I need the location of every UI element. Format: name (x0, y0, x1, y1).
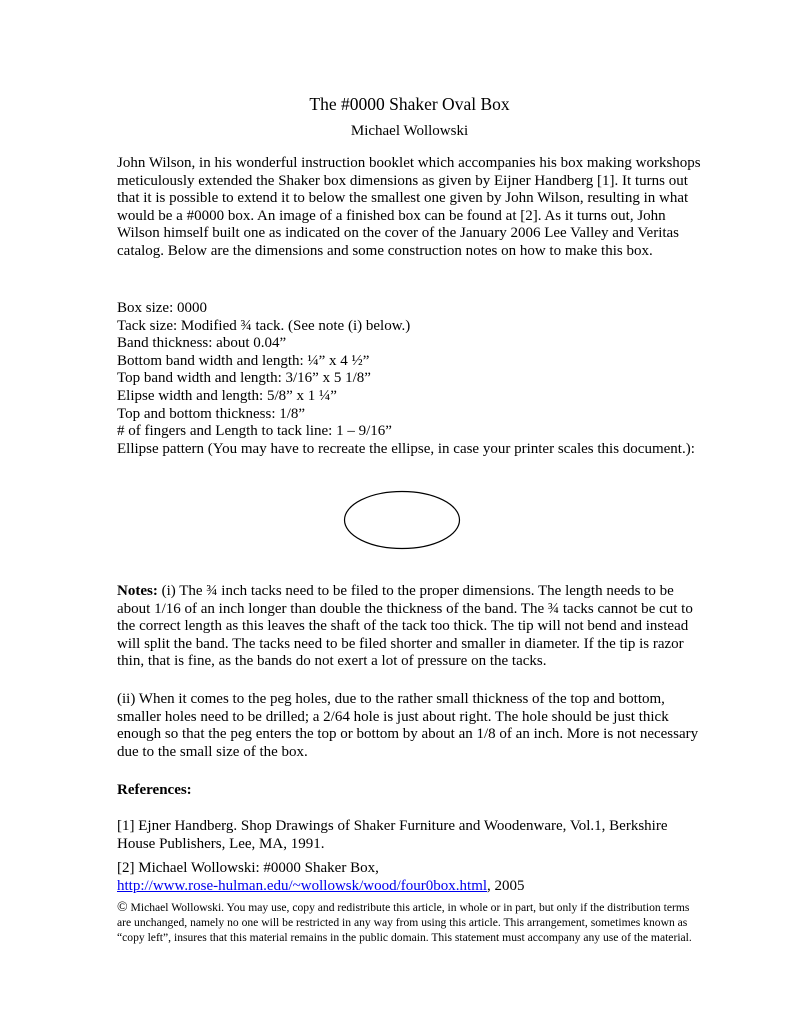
copyright-notice (117, 901, 702, 945)
spec-bottom-band: Bottom band width and length: ¼” x 4 ½” (117, 352, 370, 369)
reference-2-link[interactable]: http://www.rose-hulman.edu/~wollowsk/wood/four0box.html (117, 877, 488, 894)
ellipse-shape (343, 490, 461, 550)
references-heading: References: (117, 782, 192, 798)
specs-list (117, 300, 702, 458)
notes-paragraph-2: (ii) When it comes to the peg holes, due to the rather small thickness of the top and bottom, smaller holes need to be drilled; a 2/64 hole is just about right. The hole should be just thick enough so that the peg enters the top or bottom by about an 1/8 of an inch. More is not necessary due to the small size of the box. (117, 691, 699, 760)
reference-1: [1] Ejner Handberg. Shop Drawings of Shaker Furniture and Woodenware, Vol.1, Berkshire House Publishers, Lee, MA, 1991. (117, 818, 668, 852)
spec-box-size: Box size: 0000 (117, 300, 207, 316)
reference-2 (117, 860, 702, 895)
copyright-symbol: © (117, 900, 128, 915)
intro-paragraph: John Wilson, in his wonderful instruction booklet which accompanies his box making workshops meticulously extended the Shaker box dimensions as given by Eijner Handberg [1]. It turns out that it is possible to extend it to below the smallest one given by John Wilson, resulting in what would be a #0000 box. An image of a finished box can be found at [2]. As it turns out, John Wilson himself built one as indicated on the cover of the January 2006 Lee Valley and Veritas catalog. Below are the dimensions and some construction notes on how to make this box. (117, 155, 701, 259)
document-author: Michael Wollowski (350, 123, 469, 139)
reference-2-suffix: , 2005 (487, 877, 525, 894)
ellipse-pattern-figure (343, 490, 461, 550)
reference-2-prefix: [2] Michael Wollowski: #0000 Shaker Box, (117, 860, 379, 876)
notes-label: Notes: (117, 583, 158, 599)
spec-tack-size: Tack size: Modified ¾ tack. (See note (i) below.) (117, 317, 411, 334)
notes-paragraph-1 (117, 583, 702, 671)
document-title: The #0000 Shaker Oval Box (309, 94, 510, 114)
spec-ellipse-pattern: Ellipse pattern (You may have to recreate the ellipse, in case your printer scales this document.): (117, 440, 695, 457)
spec-band-thickness: Band thickness: about 0.04” (117, 335, 287, 352)
notes-text-1: (i) The ¾ inch tacks need to be filed to the proper dimensions. The length needs to be about 1/16 of an inch longer than double the thickness of the band. The ¾ tacks cannot be cut to the correct length as this leaves the shaft of the tack too thick. The tip will not bend and instead will split the band. The tacks need to be filed shorter and smaller in diameter. If the tip is razor thin, that is fine, as the bands do not exert a lot of pressure on the tacks. (117, 583, 693, 670)
spec-fingers: # of fingers and Length to tack line: 1 – 9/16” (117, 423, 392, 440)
copyright-text: Michael Wollowski. You may use, copy and redistribute this article, in whole or in part, but only if the distribution terms are unchanged, namely no one will be restricted in any way from using this article. This arrangement, sometimes known as “copy left”, insures that this material remains in the public domain. This statement must accompany any use of the material. (117, 901, 692, 944)
spec-top-bottom-thickness: Top and bottom thickness: 1/8” (117, 405, 306, 422)
spec-top-band: Top band width and length: 3/16” x 5 1/8” (117, 370, 371, 387)
spec-elipse-size: Elipse width and length: 5/8” x 1 ¼” (117, 387, 337, 404)
